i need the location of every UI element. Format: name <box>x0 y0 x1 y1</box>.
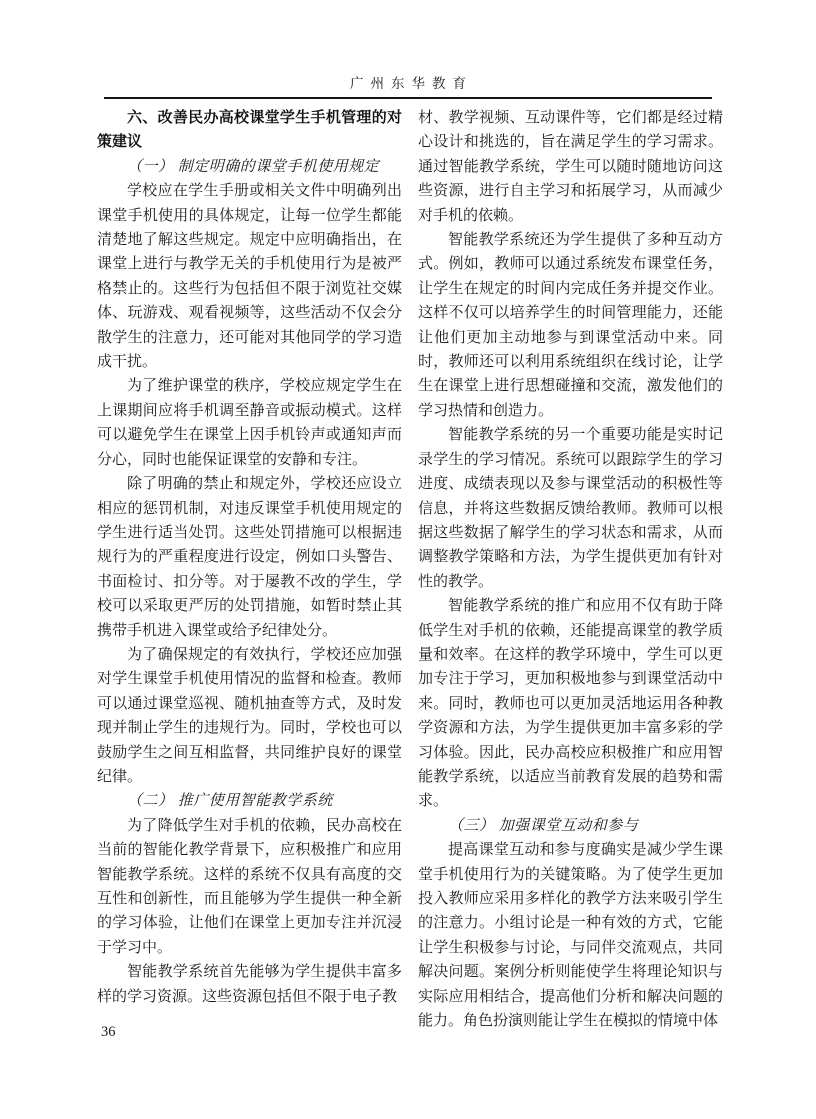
header-rule <box>104 97 712 99</box>
text-columns <box>97 106 723 1033</box>
page-number: 36 <box>101 1024 116 1040</box>
left-column <box>97 106 402 1033</box>
subsection-heading-3: （三） 加强课堂互动和参与 <box>448 817 639 834</box>
subsection-heading-2: （二） 推广使用智能教学系统 <box>127 793 333 810</box>
journal-header-title: 广州东华教育 <box>350 76 473 91</box>
paragraph: 为了维护课堂的秩序，学校应规定学生在上课期间应将手机调至静音或振动模式。这样可以避免学生在课堂上因手机铃声或通知声而分心，同时也能保证课堂的安静和专注。 <box>97 378 402 468</box>
paragraph: 除了明确的禁止和规定外，学校还应设立相应的惩罚机制，对违反课堂手机使用规定的学生进行适当处罚。这些处罚措施可以根据违规行为的严重程度进行设定，例如口头警告、书面检讨、扣分等。对于屡教不改的学生，学校可以采取更严厉的处罚措施，如暂时禁止其携带手机进入课堂或给予纪律处分。 <box>97 476 402 639</box>
paragraph: 为了降低学生对手机的依赖，民办高校在当前的智能化教学背景下，应积极推广和应用智能教学系统。这样的系统不仅具有高度的交互性和创新性，而且能够为学生提供一种全新的学习体验，让他们在课堂上更加专注并沉浸于学习中。 <box>97 817 402 956</box>
section-heading: 六、改善民办高校课堂学生手机管理的对策建议 <box>97 109 402 151</box>
paragraph: 智能教学系统还为学生提供了多种互动方式。例如，教师可以通过系统发布课堂任务，让学生在规定的时间内完成任务并提交作业。这样不仅可以培养学生的时间管理能力，还能让他们更加主动地参与到课堂活动中来。同时，教师还可以利用系统组织在线讨论，让学生在课堂上进行思想碰撞和交流，激发他们的学习热情和创造力。 <box>418 232 723 419</box>
paragraph: 为了确保规定的有效执行，学校还应加强对学生课堂手机使用情况的监督和检查。教师可以通过课堂巡视、随机抽查等方式，及时发现并制止学生的违规行为。同时，学校也可以鼓励学生之间互相监督，共同维护良好的课堂纪律。 <box>97 646 402 785</box>
paragraph-continuation: 材、教学视频、互动课件等，它们都是经过精心设计和挑选的，旨在满足学生的学习需求。通过智能教学系统，学生可以随时随地访问这些资源，进行自主学习和拓展学习，从而减少对手机的依赖。 <box>418 110 723 224</box>
paragraph: 智能教学系统的另一个重要功能是实时记录学生的学习情况。系统可以跟踪学生的学习进度、成绩表现以及参与课堂活动的积极性等信息，并将这些数据反馈给教师。教师可以根据这些数据了解学生的学习状态和需求，从而调整教学策略和方法，为学生提供更加有针对性的教学。 <box>418 427 723 590</box>
paragraph: 智能教学系统首先能够为学生提供丰富多样的学习资源。这些资源包括但不限于电子教 <box>97 964 402 1005</box>
paragraph: 智能教学系统的推广和应用不仅有助于降低学生对手机的依赖，还能提高课堂的教学质量和效率。在这样的教学环境中，学生可以更加专注于学习，更加积极地参与到课堂活动中来。同时，教师也可以更加灵活地运用各种教学资源和方法，为学生提供更加丰富多彩的学习体验。因此，民办高校应积极推广和应用智能教学系统，以适应当前教育发展的趋势和需求。 <box>418 598 723 810</box>
right-column <box>418 106 723 1033</box>
paragraph: 提高课堂互动和参与度确实是减少学生课堂手机使用行为的关键策略。为了使学生更加投入教师应采用多样化的教学方法来吸引学生的注意力。小组讨论是一种有效的方式，它能让学生积极参与讨论，与同伴交流观点，共同解决问题。案例分析则能使学生将理论知识与实际应用相结合，提高他们分析和解决问题的能力。角色扮演则能让学生在模拟的情境中体 <box>418 842 723 1030</box>
subsection-heading-1: （一） 制定明确的课堂手机使用规定 <box>127 158 380 175</box>
paragraph: 学校应在学生手册或相关文件中明确列出课堂手机使用的具体规定，让每一位学生都能清楚地了解这些规定。规定中应明确指出，在课堂上进行与教学无关的手机使用行为是被严格禁止的。这些行为包括但不限于浏览社交媒体、玩游戏、观看视频等，这些活动不仅会分散学生的注意力，还可能对其他同学的学习造成干扰。 <box>97 183 402 371</box>
